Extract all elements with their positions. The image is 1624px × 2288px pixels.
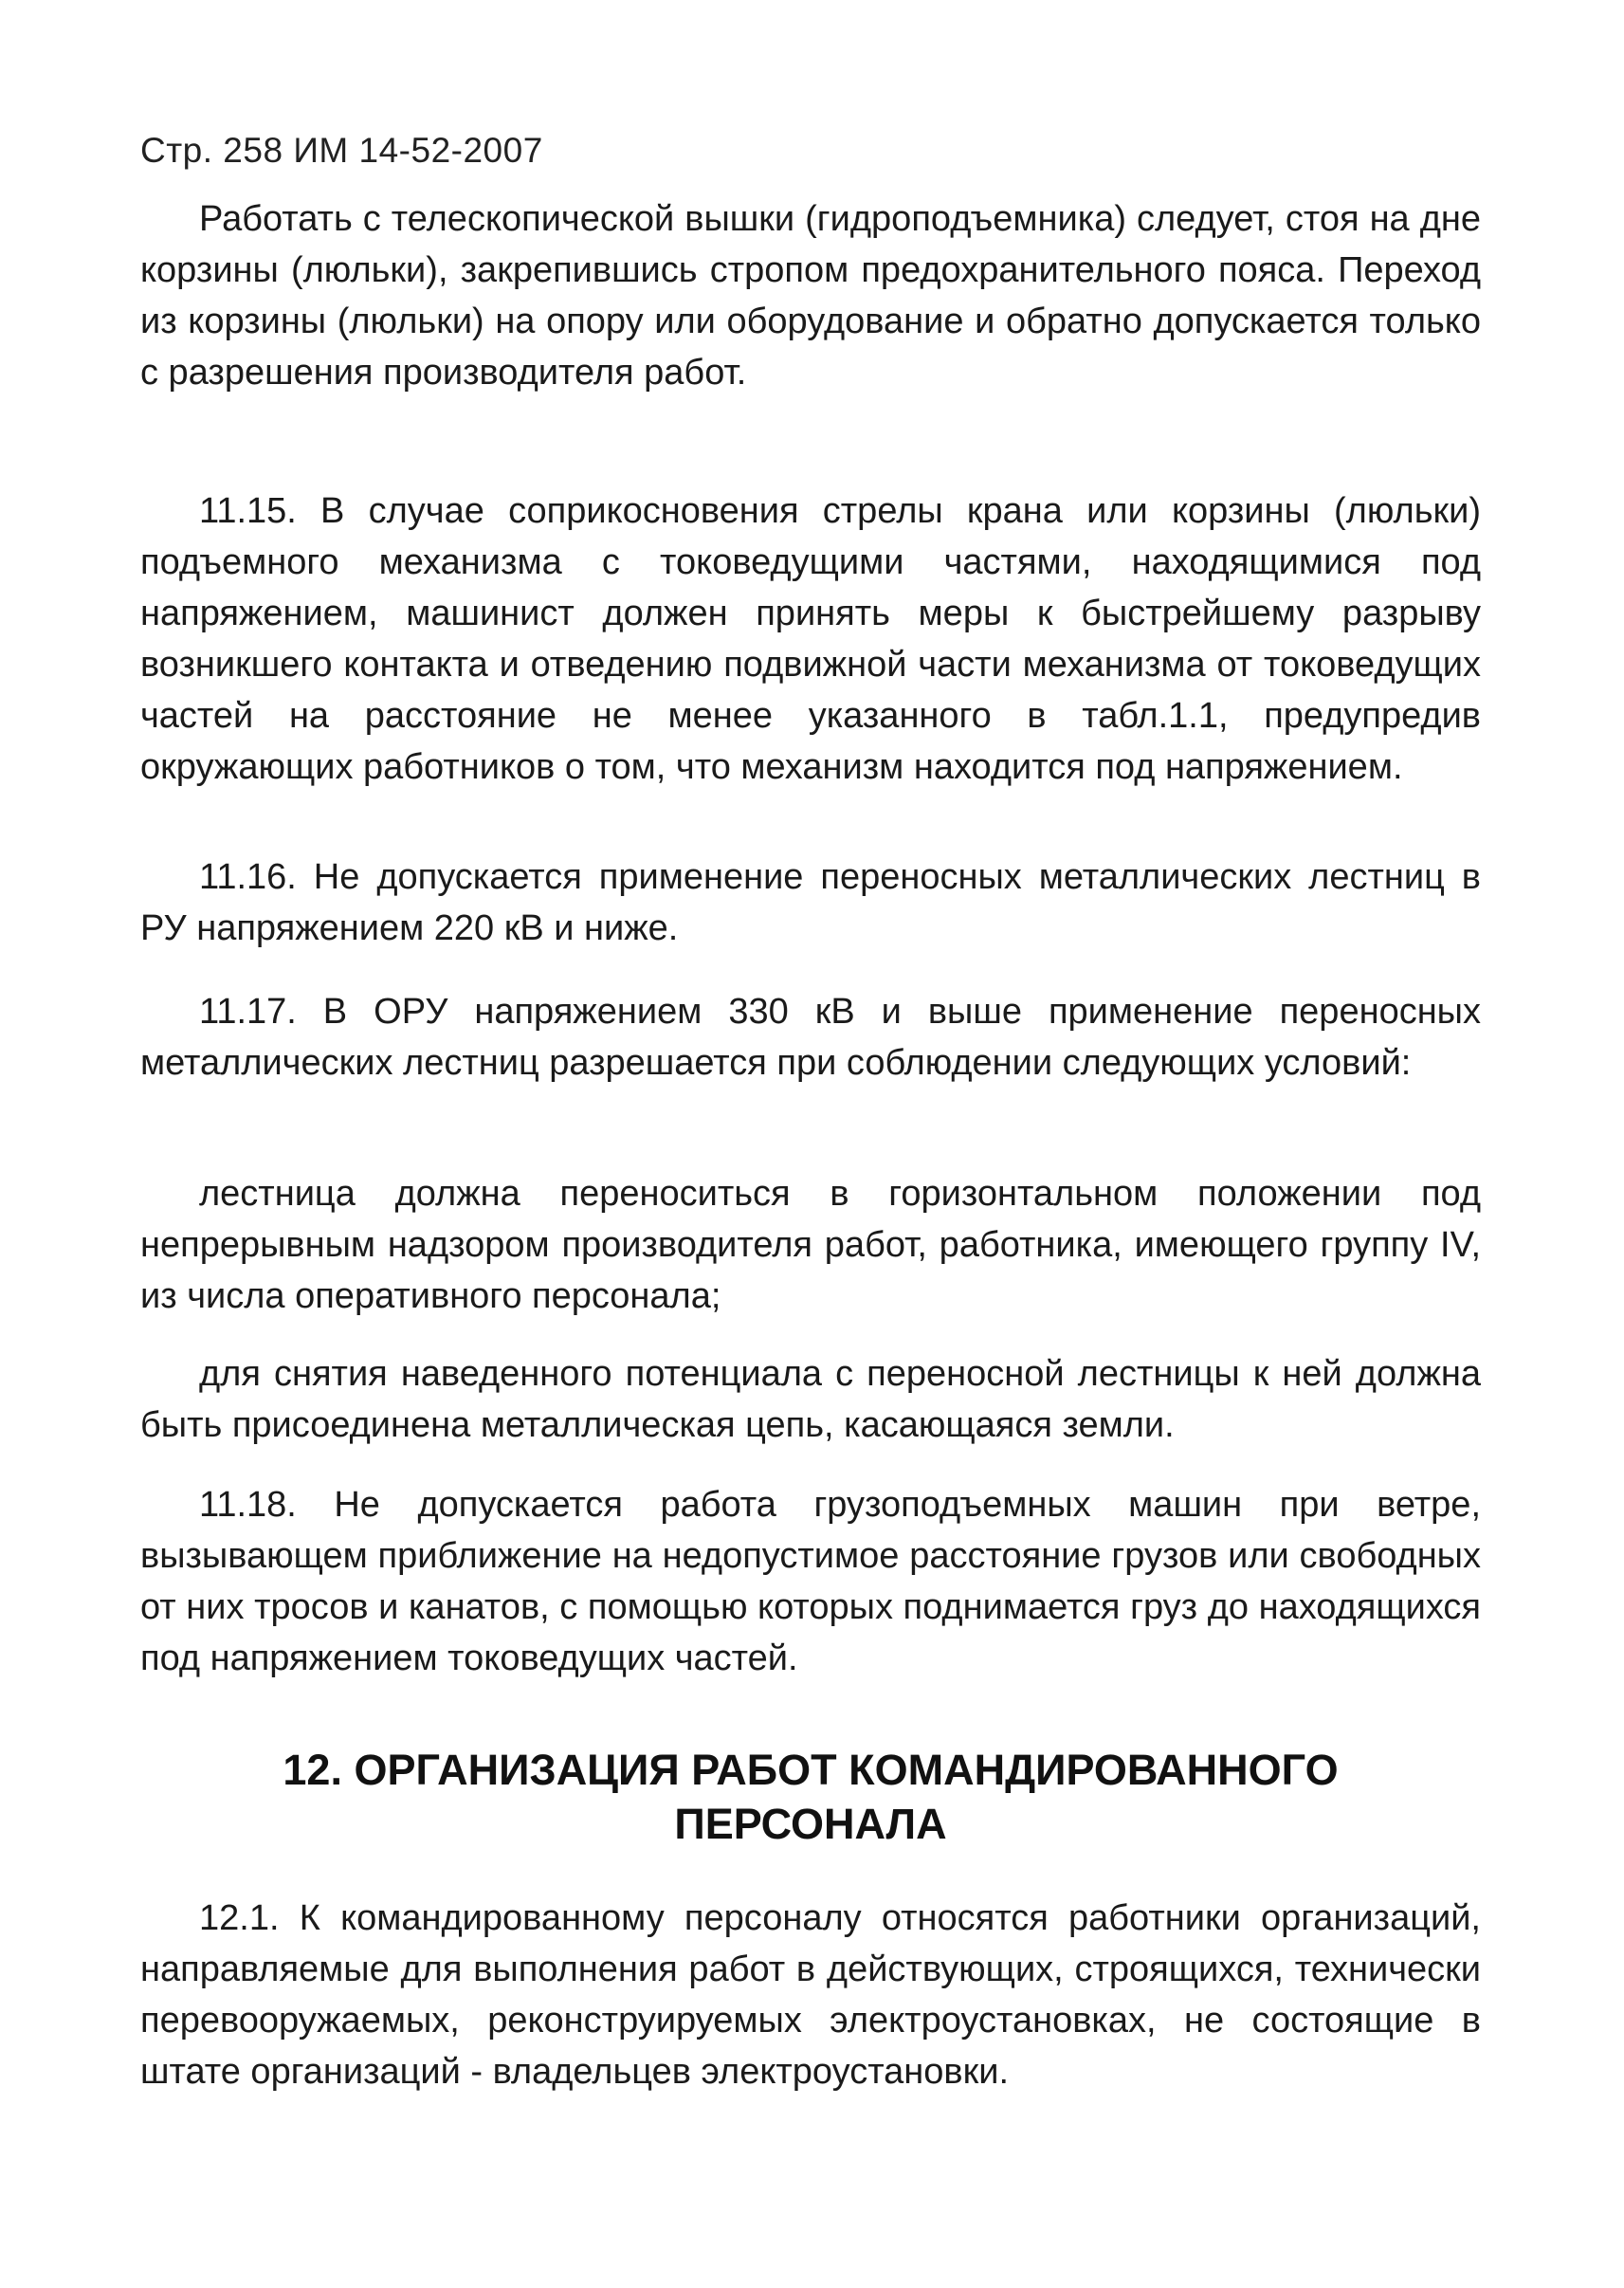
paragraph-11-16: 11.16. Не допускается применение переносных металлических лестниц в РУ напряжением 220 кВ и ниже.	[140, 857, 1481, 948]
paragraph-ladder-chain: для снятия наведенного потенциала с переносной лестницы к ней должна быть присоединена металлическая цепь, касающаяся земли.	[140, 1354, 1481, 1445]
paragraph-12-1: 12.1. К командированному персоналу относятся работники организаций, направляемые для выполнения работ в действующих, строящихся, технически перевооружаемых, реконструируемых электроустановках, не состоящие в штате организаций - владельцев электроустановки.	[140, 1898, 1481, 2092]
section-heading-line1: 12. ОРГАНИЗАЦИЯ РАБОТ КОМАНДИРОВАННОГО	[283, 1746, 1339, 1794]
section-heading	[140, 1743, 1481, 1851]
paragraph-11-15: 11.15. В случае соприкосновения стрелы крана или корзины (люльки) подъемного механизма с токоведущими частями, находящимися под напряжением, машинист должен принять меры к быстрейшему разрыву возникшего контакта и отведению подвижной части механизма от токоведущих частей на расстояние не менее указанного в табл.1.1, предупредив окружающих работников о том, что механизм находится под напряжением.	[140, 491, 1481, 787]
paragraph-basket-work: Работать с телескопической вышки (гидроподъемника) следует, стоя на дне корзины (люльки), закрепившись стропом предохранительного пояса. Переход из корзины (люльки) на опору или оборудование и обратно допускается только с разрешения производителя работ.	[140, 199, 1481, 393]
paragraph-ladder-horizontal: лестница должна переноситься в горизонтальном положении под непрерывным надзором производителя работ, работника, имеющего группу IV, из числа оперативного персонала;	[140, 1174, 1481, 1316]
paragraph-11-18: 11.18. Не допускается работа грузоподъемных машин при ветре, вызывающем приближение на недопустимое расстояние грузов или свободных от них тросов и канатов, с помощью которых поднимается груз до находящихся под напряжением токоведущих частей.	[140, 1485, 1481, 1678]
section-heading-line2: ПЕРСОНАЛА	[674, 1800, 947, 1848]
paragraph-11-17: 11.17. В ОРУ напряжением 330 кВ и выше применение переносных металлических лестниц разрешается при соблюдении следующих условий:	[140, 992, 1481, 1083]
page-header: Стр. 258 ИМ 14-52-2007	[140, 131, 543, 170]
